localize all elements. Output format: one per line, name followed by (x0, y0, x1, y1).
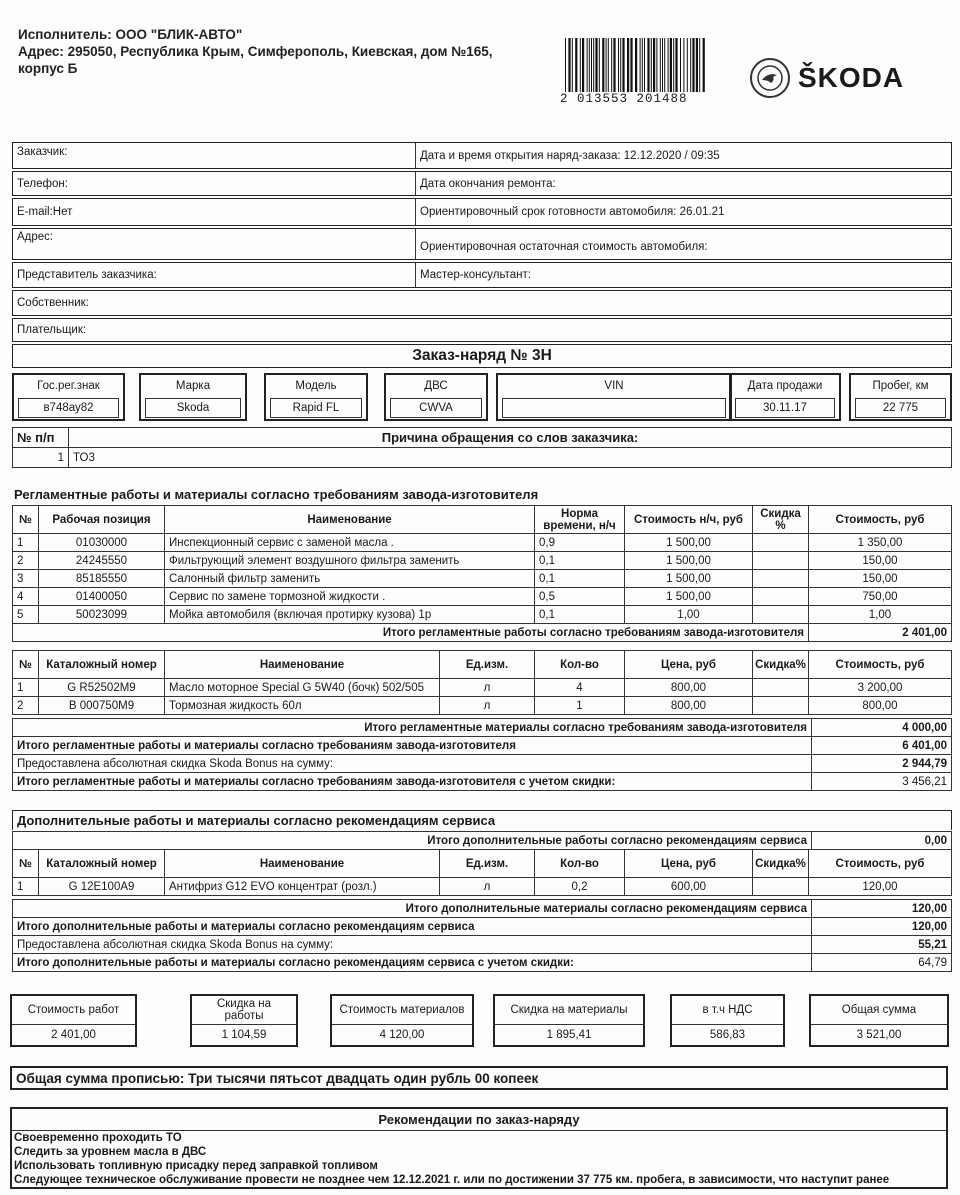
table-cell: 5 (13, 606, 39, 624)
barcode-bar (690, 38, 691, 92)
summary-box (10, 994, 137, 1047)
open-date-field: Дата и время открытия наряд-заказа: 12.12.2020 / 09:35 (415, 143, 951, 168)
table-cell: Сервис по замене тормозной жидкости . (165, 588, 535, 606)
barcode-bar (662, 38, 663, 92)
table-cell: Салонный фильтр заменить (165, 570, 535, 588)
table-cell: 0,9 (535, 534, 625, 552)
barcode-bar (660, 38, 661, 92)
table-cell: Мойка автомобиля (включая протирку кузова) 1р (165, 606, 535, 624)
summary-label: Общая сумма (841, 1004, 917, 1016)
barcode-bar (644, 38, 645, 92)
barcode-bar (593, 38, 594, 92)
total-row (13, 954, 952, 972)
email-field: E-mail:Нет (17, 206, 73, 218)
skoda-logo (750, 58, 904, 98)
vehicle-box (729, 373, 841, 421)
barcode-bar (613, 38, 615, 92)
summary-box (809, 994, 949, 1047)
table-cell: л (440, 697, 535, 715)
address-field: Адрес: (17, 231, 54, 243)
table-cell: 3 200,00 (809, 679, 952, 697)
total-value: 6 401,00 (812, 737, 952, 755)
column-header: Кол-во (535, 651, 625, 679)
recommendation-line: Своевременно проходить ТО (14, 1132, 182, 1144)
table-cell: 1 500,00 (625, 588, 753, 606)
reglament-title: Регламентные работы и материалы согласно требованиям завода-изготовителя (14, 487, 539, 502)
summary-label: Стоимость материалов (339, 1004, 465, 1016)
order-title: Заказ-наряд № 3Н (412, 347, 552, 364)
column-header: Цена, руб (625, 651, 753, 679)
table-cell: 1 350,00 (809, 534, 952, 552)
table-cell: 1,00 (625, 606, 753, 624)
recommendation-line: Следить за уровнем масла в ДВС (14, 1146, 207, 1158)
table-row (13, 878, 952, 896)
table-cell (753, 588, 809, 606)
recommendation-line: Следующее техническое обслуживание провести не позднее чем 12.12.2021 г. или по достижении 37 775 км. пробега, в зависимости, что наступит ранее (14, 1174, 890, 1186)
column-header: № (13, 651, 39, 679)
client-field: Заказчик: (17, 146, 68, 158)
total-label: Предоставлена абсолютная скидка Skoda Bonus на сумму: (13, 936, 812, 954)
row-phone (12, 171, 952, 196)
column-header: Ед.изм. (440, 651, 535, 679)
table-cell: 800,00 (625, 697, 753, 715)
vehicle-label: ДВС (424, 380, 448, 392)
summary-label: Скидка на материалы (510, 1004, 628, 1016)
summary-value: 1 895,41 (495, 1024, 643, 1045)
total-label: Итого регламентные работы согласно требованиям завода-изготовителя (13, 624, 809, 642)
vehicle-box (264, 373, 368, 421)
table-cell: G 12E100A9 (39, 878, 165, 896)
phone-field: Телефон: (17, 177, 68, 190)
barcode-bar (630, 38, 632, 92)
ready-date-field: Ориентировочный срок готовности автомобиля: 26.01.21 (415, 199, 951, 225)
total-row (13, 918, 952, 936)
vehicle-value: CWVA (390, 398, 482, 418)
table-cell: Инспекционный сервис с заменой масла . (165, 534, 535, 552)
summary-box (190, 994, 298, 1047)
table-cell: 1 (13, 534, 39, 552)
header-row (13, 651, 952, 679)
table-row (13, 534, 952, 552)
table-cell: 0,1 (535, 570, 625, 588)
total-row (13, 755, 952, 773)
barcode-bar (622, 38, 624, 92)
table-cell (753, 534, 809, 552)
reglament-materials-table (12, 650, 952, 715)
barcode-bar (582, 38, 584, 92)
master-field: Мастер-консультант: (415, 263, 951, 287)
total-row (13, 773, 952, 791)
table-cell: Антифриз G12 EVO концентрат (розл.) (165, 878, 440, 896)
table-cell (753, 697, 809, 715)
table-cell: 120,00 (809, 878, 952, 896)
table-cell: 0,1 (535, 606, 625, 624)
barcode-bar (591, 38, 592, 92)
total-label: Предоставлена абсолютная скидка Skoda Bonus на сумму: (13, 755, 812, 773)
table-cell: Фильтрующий элемент воздушного фильтра заменить (165, 552, 535, 570)
summary-box (330, 994, 474, 1047)
total-label: Итого дополнительные работы и материалы согласно рекомендациям сервиса с учетом скидки: (13, 954, 812, 972)
table-cell: 01030000 (39, 534, 165, 552)
executor-address-1: Адрес: 295050, Республика Крым, Симферополь, Киевская, дом №165, (18, 44, 493, 59)
vehicle-box (384, 373, 488, 421)
column-header: Стоимость, руб (809, 651, 952, 679)
summary-value: 4 120,00 (332, 1024, 472, 1045)
table-cell: 600,00 (625, 878, 753, 896)
table-row (13, 588, 952, 606)
table-cell: 1 (13, 679, 39, 697)
column-header: Скидка% (753, 850, 809, 878)
table-row (13, 606, 952, 624)
reglament-works-table (12, 505, 952, 642)
column-header: Наименование (165, 506, 535, 534)
table-cell: 50023099 (39, 606, 165, 624)
executor-info (18, 26, 493, 77)
reason-col-title: Причина обращения со слов заказчика: (69, 428, 952, 448)
summary-box (493, 994, 645, 1047)
barcode-bar (599, 38, 600, 92)
table-cell: Тормозная жидкость 60л (165, 697, 440, 715)
table-cell: 1,00 (809, 606, 952, 624)
barcode-bar (606, 38, 607, 92)
table-cell: G R52502M9 (39, 679, 165, 697)
reason-table (12, 427, 952, 468)
reason-col-num: № п/п (13, 428, 69, 448)
owner-field: Собственник: (17, 297, 89, 309)
recommendations-list (12, 1131, 946, 1187)
barcode-bar (687, 38, 688, 92)
column-header: Стоимость, руб (809, 850, 952, 878)
total-value: 0,00 (812, 832, 952, 850)
barcode-bar (656, 38, 657, 92)
table-cell: л (440, 679, 535, 697)
table-row (13, 697, 952, 715)
barcode-bar (575, 38, 577, 92)
barcode-bar (580, 38, 581, 92)
vehicle-label: Дата продажи (747, 380, 823, 392)
total-value: 55,21 (812, 936, 952, 954)
barcode-bar (664, 38, 665, 92)
barcode-number: 2 013553 201488 (560, 92, 688, 106)
table-cell: Масло моторное Special G 5W40 (бочк) 502/505 (165, 679, 440, 697)
recommendations-box (10, 1107, 948, 1189)
row-payer (12, 318, 952, 342)
barcode-bar (602, 38, 604, 92)
order-title-box (12, 344, 952, 368)
skoda-emblem-icon (750, 58, 790, 98)
barcode-bar (635, 38, 637, 92)
total-value: 3 456,21 (812, 773, 952, 791)
additional-totals-table (12, 899, 952, 972)
recommendation-line: Использовать топливную присадку перед заправкой топливом (14, 1160, 378, 1172)
total-label: Итого регламентные работы и материалы согласно требованиям завода-изготовителя (13, 737, 812, 755)
column-header: Наименование (165, 651, 440, 679)
vehicle-value: Rapid FL (270, 398, 362, 418)
column-header: № (13, 850, 39, 878)
vehicle-label: Марка (175, 380, 211, 392)
table-cell (753, 606, 809, 624)
vehicle-label: Пробег, км (872, 380, 929, 392)
summary-value: 3 521,00 (811, 1024, 947, 1045)
vehicle-value (502, 398, 726, 418)
table-cell (753, 878, 809, 896)
reason-num: 1 (13, 448, 69, 468)
table-cell: 3 (13, 570, 39, 588)
column-header: № (13, 506, 39, 534)
end-date-field: Дата окончания ремонта: (415, 172, 951, 195)
table-cell (753, 679, 809, 697)
total-value: 120,00 (812, 918, 952, 936)
column-header: Каталожный номер (39, 850, 165, 878)
total-value: 64,79 (812, 954, 952, 972)
residual-cost-field: Ориентировочная остаточная стоимость автомобиля: (415, 229, 951, 259)
summary-value: 2 401,00 (12, 1024, 135, 1045)
table-cell: B 000750M9 (39, 697, 165, 715)
barcode-bar (642, 38, 643, 92)
total-label: Итого регламентные работы и материалы согласно требованиям завода-изготовителя с учетом скидки: (13, 773, 812, 791)
barcode-bar (692, 38, 694, 92)
column-header: Норма времени, н/ч (535, 506, 625, 534)
vehicle-label: VIN (604, 380, 624, 392)
row-owner (12, 290, 952, 316)
table-cell: 0,5 (535, 588, 625, 606)
barcode-bar (647, 38, 649, 92)
table-cell: 800,00 (809, 697, 952, 715)
barcode-bar (618, 38, 619, 92)
barcode-bar (703, 38, 705, 92)
additional-materials-table (12, 849, 952, 896)
table-row (13, 679, 952, 697)
vehicle-box (496, 373, 732, 421)
barcode-image (563, 38, 707, 92)
barcode-bar (653, 38, 655, 92)
additional-title-box (12, 810, 952, 830)
barcode-bar (589, 38, 590, 92)
barcode-bar (668, 38, 669, 92)
payer-field: Плательщик: (17, 324, 87, 336)
table-cell: 2 (13, 552, 39, 570)
total-value: 2 401,00 (809, 624, 952, 642)
table-cell: 4 (13, 588, 39, 606)
table-cell: 1 500,00 (625, 534, 753, 552)
barcode-bar (620, 38, 621, 92)
summary-label: Стоимость работ (27, 1004, 120, 1016)
barcode-bar (587, 38, 588, 92)
total-row (13, 832, 952, 850)
summary-value: 586,83 (672, 1024, 783, 1045)
table-cell: 0,2 (535, 878, 625, 896)
total-label: Итого дополнительные работы согласно рекомендациям сервиса (13, 832, 812, 850)
vehicle-value: Skoda (145, 398, 241, 418)
table-cell: 150,00 (809, 552, 952, 570)
row-representative (12, 262, 952, 288)
summary-label: в т.ч НДС (702, 1004, 753, 1016)
barcode-bar (572, 38, 573, 92)
barcode-bar (651, 38, 652, 92)
vehicle-box (12, 373, 125, 421)
vehicle-value: 22 775 (855, 398, 946, 418)
total-row (13, 719, 952, 737)
table-cell: 750,00 (809, 588, 952, 606)
vehicle-value: в748ау82 (18, 398, 119, 418)
row-email (12, 198, 952, 226)
brand-wordmark: ŠKODA (798, 62, 905, 93)
summary-value: 1 104,59 (192, 1024, 296, 1045)
column-header: Скидка % (753, 506, 809, 534)
column-header: Цена, руб (625, 850, 753, 878)
table-cell: л (440, 878, 535, 896)
table-cell: 150,00 (809, 570, 952, 588)
barcode-bar (699, 38, 700, 92)
barcode-bar (608, 38, 609, 92)
barcode-bar (640, 38, 641, 92)
column-header: Рабочая позиция (39, 506, 165, 534)
barcode-bar (611, 38, 612, 92)
barcode-bar (595, 38, 597, 92)
additional-title: Дополнительные работы и материалы согласно рекомендациям сервиса (17, 813, 496, 828)
additional-works-total-table (12, 831, 952, 850)
barcode-bar (680, 38, 681, 92)
column-header: Ед.изм. (440, 850, 535, 878)
table-cell (753, 552, 809, 570)
column-header: Стоимость н/ч, руб (625, 506, 753, 534)
table-row (13, 552, 952, 570)
table-cell: 4 (535, 679, 625, 697)
table-cell: 1 (13, 878, 39, 896)
total-words: Общая сумма прописью: Три тысячи пятьсот двадцать один рубль 00 копеек (16, 1070, 539, 1086)
barcode-bar (675, 38, 677, 92)
recommendations-title: Рекомендации по заказ-наряду (12, 1109, 946, 1131)
table-cell: 01400050 (39, 588, 165, 606)
table-cell: 1 500,00 (625, 570, 753, 588)
table-cell: 2 (13, 697, 39, 715)
header-row (13, 506, 952, 534)
row-client (12, 142, 952, 169)
executor-address-2: корпус Б (18, 61, 78, 76)
barcode-bar (696, 38, 698, 92)
total-label: Итого дополнительные материалы согласно рекомендациям сервиса (13, 900, 812, 918)
barcode-bar (673, 38, 674, 92)
vehicle-box (849, 373, 952, 421)
table-cell: 0,1 (535, 552, 625, 570)
total-row (13, 737, 952, 755)
barcode-bar (568, 38, 570, 92)
total-row (13, 624, 952, 642)
column-header: Стоимость, руб (809, 506, 952, 534)
table-cell: 800,00 (625, 679, 753, 697)
vehicle-label: Гос.рег.знак (37, 380, 100, 392)
table-cell (753, 570, 809, 588)
total-value: 4 000,00 (812, 719, 952, 737)
row-address (12, 228, 952, 260)
table-cell: 1 (535, 697, 625, 715)
total-words-box (10, 1066, 948, 1090)
table-cell: 24245550 (39, 552, 165, 570)
summary-label: Скидка на работы (216, 998, 272, 1022)
barcode-bar (565, 38, 566, 92)
summary-box (670, 994, 785, 1047)
column-header: Каталожный номер (39, 651, 165, 679)
executor-name: Исполнитель: ООО "БЛИК-АВТО" (18, 27, 243, 42)
reglament-totals-table (12, 718, 952, 791)
column-header: Скидка% (753, 651, 809, 679)
vehicle-value: 30.11.17 (735, 398, 835, 418)
table-row (13, 570, 952, 588)
column-header: Наименование (165, 850, 440, 878)
barcode-bar (627, 38, 629, 92)
total-label: Итого дополнительные работы и материалы согласно рекомендациям сервиса (13, 918, 812, 936)
table-cell: 85185550 (39, 570, 165, 588)
column-header: Кол-во (535, 850, 625, 878)
table-cell: 1 500,00 (625, 552, 753, 570)
header-row (13, 850, 952, 878)
vehicle-label: Модель (295, 380, 337, 392)
barcode-bar (670, 38, 672, 92)
total-value: 2 944,79 (812, 755, 952, 773)
total-label: Итого регламентные материалы согласно требованиям завода-изготовителя (13, 719, 812, 737)
total-row (13, 936, 952, 954)
total-row (13, 900, 952, 918)
vehicle-box (139, 373, 247, 421)
total-value: 120,00 (812, 900, 952, 918)
representative-field: Представитель заказчика: (17, 269, 157, 281)
barcode-bar (683, 38, 684, 92)
reason-text: ТО3 (69, 448, 952, 468)
